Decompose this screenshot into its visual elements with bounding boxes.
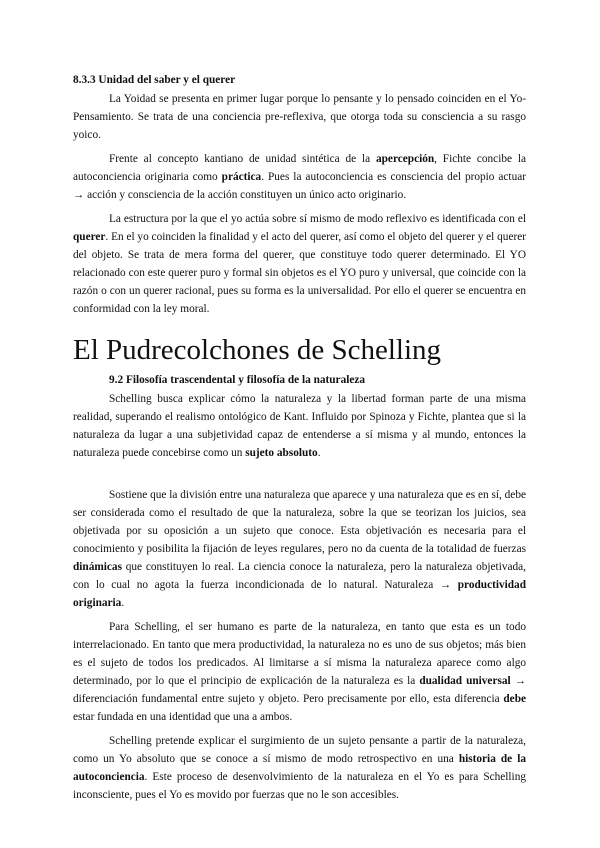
paragraph [73, 390, 526, 462]
paragraph [73, 732, 526, 804]
paragraph-text: Frente al concepto kantiano de unidad sintética de la [109, 153, 376, 165]
paragraph-text: estar fundada en una identidad que una a ambos. [73, 711, 293, 723]
bold-term: dinámicas [73, 561, 122, 573]
bold-term: productividad originaria [73, 579, 526, 609]
paragraph [73, 486, 526, 612]
paragraph-text: . En el yo coinciden la finalidad y el acto del querer, así como el objeto del querer y el querer del objeto. Se trata de mera forma del querer, que constituye todo querer determinado. El YO relacionado con este querer puro y formal sin objetos es el YO puro y universal, que coincide con la razón o con un querer racional, pues su forma es la universalidad. Por ello el querer se encuentra en conformidad con la ley moral. [73, 231, 526, 315]
bold-term: práctica [221, 171, 262, 183]
paragraph-text: Para Schelling, el ser humano es parte de la naturaleza, en tanto que esta es un todo interrelacionado. En tanto que mera productividad, la naturaleza no es uno de sus objetos; más bien es el sujeto de todos los predicados. Al limitarse a sí misma la naturaleza aparece como algo determinado, por lo que el principio de explicación de la naturaleza es la [73, 621, 526, 687]
bold-term: sujeto absoluto [245, 447, 318, 459]
paragraph-text: Sostiene que la división entre una naturaleza que aparece y una naturaleza que es en sí, debe ser considerada como el resultado de que la naturaleza, sobre la que se teorizan los juicios, sea objetivada por su oposición a un sujeto que conoce. Esta objetivación es necesaria para el conocimiento y posibilita la fijación de leyes regulares, pero no da cuenta de la totalidad de fuerzas [73, 489, 526, 555]
paragraph [73, 210, 526, 318]
paragraph [73, 90, 526, 144]
bold-term: dualidad universal [419, 675, 511, 687]
paragraph [73, 150, 526, 204]
paragraph-text: . [317, 447, 321, 459]
paragraph-text: Schelling pretende explicar el surgimiento de un sujeto pensante a partir de la naturaleza, como un Yo absoluto que se conoce a sí mismo de modo retrospectivo en una [73, 735, 526, 765]
section-heading: 8.3.3 Unidad del saber y el querer [73, 74, 236, 86]
bold-term: apercepción [376, 153, 435, 165]
paragraph-text: . Pues la autoconciencia es consciencia del propio actuar → acción y consciencia de la acción constituyen un único acto originario. [73, 171, 526, 201]
paragraph-text: La Yoidad se presenta en primer lugar porque lo pensante y lo pensado coinciden en el Yo-Pensamiento. Se trata de una conciencia pre-reflexiva, que otorga toda su consciencia a su rasgo yoico. [73, 93, 526, 141]
paragraph-text: → diferenciación fundamental entre sujeto y objeto. Pero precisamente por ello, esta diferencia [73, 675, 526, 705]
paragraph-text: La estructura por la que el yo actúa sobre sí mismo de modo reflexivo es identificada con el [109, 213, 526, 225]
paragraph-text: , Fichte concibe la autoconciencia originaria como [73, 153, 526, 183]
section-heading: 9.2 Filosofía trascendental y filosofía de la naturaleza [109, 374, 366, 386]
paragraph-text: que constituyen lo real. La ciencia conoce la naturaleza, pero la naturaleza objetivada, con lo cual no agota la fuerza incondicionada de lo natural. Naturaleza → [73, 561, 526, 591]
bold-term: historia de la autoconciencia [73, 753, 526, 783]
bold-term: debe [503, 693, 526, 705]
paragraph-text: . [121, 597, 125, 609]
paragraph-text: Schelling busca explicar cómo la naturaleza y la libertad forman parte de una misma realidad, superando el realismo ontológico de Kant. Influido por Spinoza y Fichte, plantea que si la naturaleza da lugar a una subjetividad capaz de entenderse a sí misma y al mundo, entonces la naturaleza puede concebirse como un [73, 393, 526, 459]
paragraph-text: . Este proceso de desenvolvimiento de la naturaleza en el Yo es para Schelling inconsciente, pues el Yo es movido por fuerzas que no le son accesibles. [73, 771, 526, 801]
chapter-title: El Pudrecolchones de Schelling [73, 334, 442, 366]
paragraph [73, 618, 526, 726]
bold-term: querer [73, 231, 106, 243]
